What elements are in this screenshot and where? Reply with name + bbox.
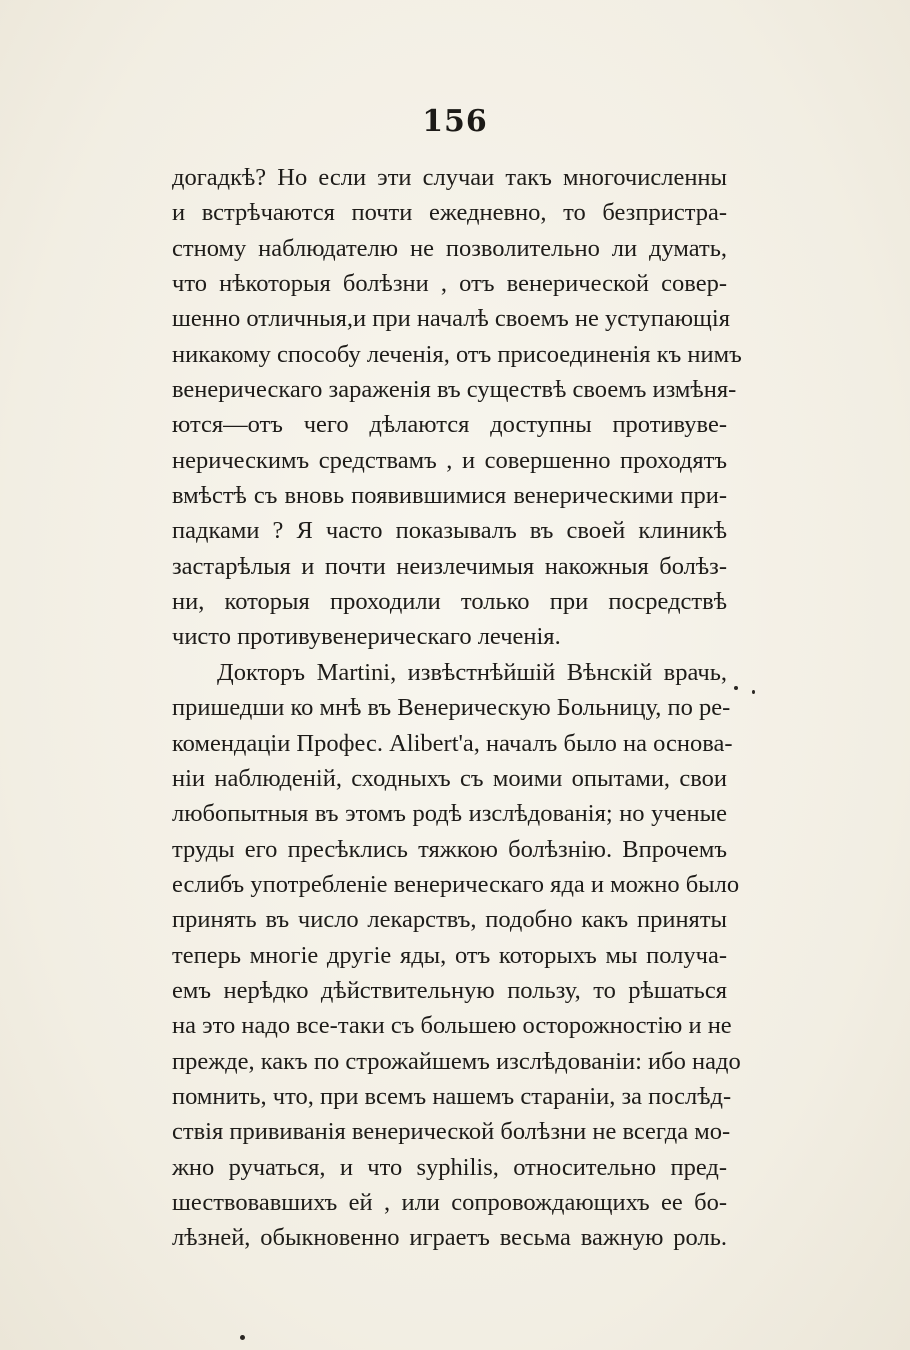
text-line: ни, которыя проходили только при посредствѣ: [172, 588, 727, 616]
text-line: шенно отличныя,и при началѣ своемъ не уступающія: [172, 305, 730, 333]
text-line: и встрѣчаются почти ежедневно, то безпристра-: [172, 199, 727, 227]
page-number: 156: [422, 104, 488, 139]
text-line: стному наблюдателю не позволительно ли думать,: [172, 234, 727, 262]
text-line: на это надо все-таки съ большею осторожностію и не: [172, 1012, 732, 1040]
text-line: пришедши ко мнѣ въ Венерическую Больницу, по ре-: [172, 694, 731, 722]
text-line: венерическаго зараженія въ существѣ своемъ измѣня-: [172, 376, 737, 404]
text-line: падками ? Я часто показывалъ въ своей клиникѣ: [172, 517, 727, 545]
text-line: теперь многіе другіе яды, отъ которыхъ мы получа-: [172, 941, 727, 969]
ink-speck: [752, 690, 755, 694]
text-line: что нѣкоторыя болѣзни , отъ венерической совер-: [172, 270, 727, 298]
text-line: принять въ число лекарствъ, подобно какъ приняты: [172, 906, 727, 934]
paragraph-end-line: чисто противувенерическаго леченія.: [172, 623, 561, 651]
body-text: [172, 160, 742, 1256]
ink-speck: [734, 686, 738, 690]
text-line: помнить, что, при всемъ нашемъ стараніи, за послѣд-: [172, 1082, 732, 1110]
text-line: вмѣстѣ съ вновь появившимися венерическими при-: [172, 482, 727, 510]
text-line: ніи наблюденій, сходныхъ съ моими опытами, свои: [172, 764, 727, 792]
text-line: лѣзней, обыкновенно играетъ весьма важную роль.: [172, 1224, 727, 1252]
text-line: жно ручаться, и что syphilis, относительно пред-: [172, 1153, 727, 1181]
text-line: еслибъ употребленіе венерическаго яда и можно было: [172, 870, 740, 898]
text-line: ствія прививанія венерической болѣзни не всегда мо-: [172, 1118, 731, 1146]
text-line: любопытныя въ этомъ родѣ изслѣдованія; но ученые: [172, 800, 727, 828]
text-line: застарѣлыя и почти неизлечимыя накожныя болѣз-: [172, 552, 727, 580]
text-line: емъ нерѣдко дѣйствительную пользу, то рѣшаться: [172, 976, 727, 1004]
text-line: ются—отъ чего дѣлаются доступны противуве-: [172, 411, 727, 439]
text-line: догадкѣ? Но если эти случаи такъ многочисленны: [172, 164, 727, 191]
text-line: прежде, какъ по строжайшемъ изслѣдованіи: ибо надо: [172, 1047, 741, 1075]
text-line: комендаціи Профес. Alibert'a, началъ было на основа-: [172, 729, 733, 757]
text-line: труды его пресѣклись тяжкою болѣзнію. Впрочемъ: [172, 835, 727, 863]
ink-speck: [240, 1335, 245, 1340]
paragraph-start-line: Докторъ Martini, извѣстнѣйшій Вѣнскій врачь,: [217, 658, 727, 686]
text-line: шествовавшихъ ей , или сопровождающихъ ее бо-: [172, 1188, 727, 1216]
text-line: никакому способу леченія, отъ присоединенія къ нимъ: [172, 340, 742, 368]
text-line: нерическимъ средствамъ , и совершенно проходятъ: [172, 446, 727, 474]
